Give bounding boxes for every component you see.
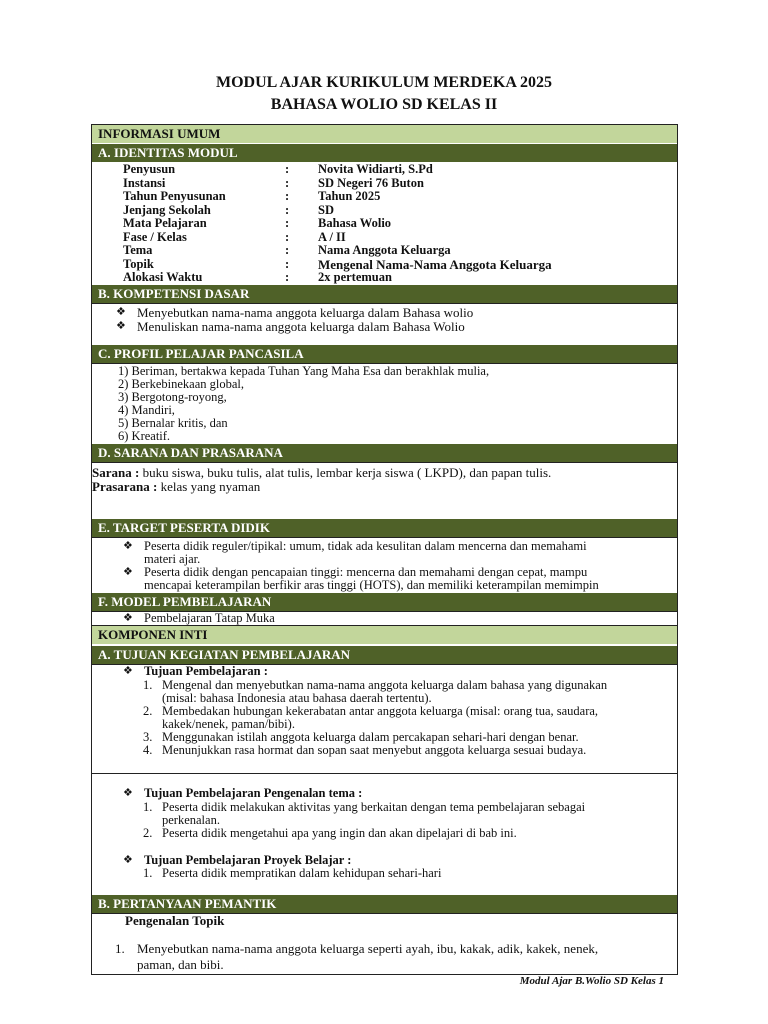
numbered-item-cont: perkenalan. <box>162 813 220 827</box>
numbered-item: Menggunakan istilah anggota keluarga dalam percakapan sehari-hari dengan benar. <box>162 730 579 744</box>
identitas-value: A / II <box>318 229 346 244</box>
section-tujuan-kegiatan: A. TUJUAN KEGIATAN PEMBELAJARAN <box>92 646 677 664</box>
sarana-text: buku siswa, buku tulis, alat tulis, lembar kerja siswa ( LKPD), dan papan tulis. <box>139 465 552 480</box>
profil-item: 3) Bergotong-royong, <box>118 390 227 404</box>
section-profil-pelajar: C. PROFIL PELAJAR PANCASILA <box>92 345 677 363</box>
prasarana-text: kelas yang nyaman <box>157 479 261 494</box>
numbered-item-number: 2. <box>143 826 153 840</box>
identitas-value: 2x pertemuan <box>318 270 392 284</box>
proyek-subheading: Tujuan Pembelajaran Proyek Belajar : <box>144 853 352 867</box>
diamond-bullet-icon: ❖ <box>123 612 133 624</box>
profil-item: 5) Bernalar kritis, dan <box>118 416 228 430</box>
section-target-peserta: E. TARGET PESERTA DIDIK <box>92 519 677 537</box>
section-sarana-prasarana: D. SARANA DAN PRASARANA <box>92 444 677 462</box>
sarana-label: Sarana : <box>92 465 140 480</box>
sarana-line <box>92 466 551 479</box>
kompetensi-item: Menuliskan nama-nama anggota keluarga dalam Bahasa Wolio <box>137 319 465 334</box>
section-pertanyaan-pemantik: B. PERTANYAAN PEMANTIK <box>92 895 677 913</box>
identitas-value: Novita Widiarti, S.Pd <box>318 162 433 176</box>
identitas-value: Tahun 2025 <box>318 189 381 203</box>
identitas-colon: : <box>285 202 290 217</box>
identitas-value: Nama Anggota Keluarga <box>318 243 451 257</box>
identitas-colon: : <box>285 216 290 230</box>
diamond-bullet-icon: ❖ <box>123 787 133 799</box>
numbered-item: Peserta didik mempratikan dalam kehidupan sehari-hari <box>162 866 442 880</box>
kompetensi-item: Menyebutkan nama-nama anggota keluarga dalam Bahasa wolio <box>137 305 474 320</box>
divider <box>92 537 677 538</box>
diamond-bullet-icon: ❖ <box>123 665 133 677</box>
pemantik-item: Menyebutkan nama-nama anggota keluarga seperti ayah, ibu, kakak, adik, kakek, nenek, <box>137 941 599 956</box>
target-item-cont: mencapai keterampilan berfikir aras tinggi (HOTS), dan memiliki keterampilan memimpin <box>144 578 599 592</box>
prasarana-line <box>92 480 260 493</box>
divider <box>92 303 677 304</box>
profil-item: 2) Berkebinekaan global, <box>118 377 244 391</box>
identitas-value: Bahasa Wolio <box>318 216 392 230</box>
identitas-colon: : <box>285 189 290 203</box>
numbered-item: Menunjukkan rasa hormat dan sopan saat menyebut anggota keluarga sesuai budaya. <box>162 743 587 757</box>
prasarana-label: Prasarana : <box>92 479 158 494</box>
identitas-label: Instansi <box>123 175 166 190</box>
numbered-item: Mengenal dan menyebutkan nama-nama anggota keluarga dalam bahasa yang digunakan <box>162 678 608 692</box>
identitas-label: Fase / Kelas <box>123 229 187 244</box>
section-informasi-umum: INFORMASI UMUM <box>92 125 677 143</box>
document-title: MODUL AJAR KURIKULUM MERDEKA 2025 <box>215 74 552 91</box>
document-subtitle: BAHASA WOLIO SD KELAS II <box>270 96 498 113</box>
divider <box>92 462 677 463</box>
target-item: Peserta didik reguler/tipikal: umum, tidak ada kesulitan dalam mencerna dan memahami <box>144 539 587 553</box>
profil-item: 4) Mandiri, <box>118 403 175 417</box>
diamond-bullet-icon: ❖ <box>116 320 126 332</box>
identitas-value: SD <box>318 202 334 217</box>
identitas-colon: : <box>285 270 290 284</box>
section-identitas-modul: A. IDENTITAS MODUL <box>92 144 677 162</box>
numbered-item-cont: (misal: bahasa Indonesia atau bahasa daerah tertentu). <box>162 691 432 705</box>
profil-item: 6) Kreatif. <box>118 429 171 443</box>
identitas-label: Jenjang Sekolah <box>123 202 211 217</box>
identitas-colon: : <box>285 229 290 244</box>
identitas-label: Alokasi Waktu <box>123 270 203 284</box>
numbered-item-number: 1. <box>143 866 153 880</box>
identitas-value: SD Negeri 76 Buton <box>318 175 424 190</box>
section-komponen-inti: KOMPONEN INTI <box>92 626 677 644</box>
numbered-item-cont: kakek/nenek, paman/bibi). <box>162 717 295 731</box>
pemantik-item-cont: paman, dan bibi. <box>137 957 224 972</box>
profil-item: 1) Beriman, bertakwa kepada Tuhan Yang Maha Esa dan berakhlak mulia, <box>118 364 490 378</box>
identitas-colon: : <box>285 243 290 257</box>
numbered-item-number: 2. <box>143 704 153 718</box>
section-model-pembelajaran: F. MODEL PEMBELAJARAN <box>92 593 677 611</box>
diamond-bullet-icon: ❖ <box>123 566 133 578</box>
numbered-item: Membedakan hubungan kekerabatan antar anggota keluarga (misal: orang tua, saudara, <box>162 704 599 718</box>
numbered-item: Peserta didik mengetahui apa yang ingin dan akan dipelajari di bab ini. <box>162 826 517 840</box>
model-item: Pembelajaran Tatap Muka <box>144 611 275 625</box>
pemantik-item-number: 1. <box>115 941 125 956</box>
section-kompetensi-dasar: B. KOMPETENSI DASAR <box>92 285 677 303</box>
diamond-bullet-icon: ❖ <box>123 854 133 866</box>
identitas-label: Penyusun <box>123 162 176 176</box>
numbered-item-number: 1. <box>143 678 153 692</box>
identitas-label: Topik <box>123 256 154 271</box>
target-item: Peserta didik dengan pencapaian tinggi: mencerna dan memahami dengan cepat, mampu <box>144 565 588 579</box>
identitas-label: Tahun Penyusunan <box>123 189 226 203</box>
identitas-label: Tema <box>123 243 153 257</box>
identitas-colon: : <box>285 175 290 190</box>
identitas-value: Mengenal Nama-Nama Anggota Keluarga <box>318 256 552 272</box>
tujuan-subheading: Tujuan Pembelajaran : <box>144 664 268 678</box>
numbered-item: Peserta didik melakukan aktivitas yang berkaitan dengan tema pembelajaran sebagai <box>162 800 586 814</box>
diamond-bullet-icon: ❖ <box>116 306 126 318</box>
pengenalan-subheading: Tujuan Pembelajaran Pengenalan tema : <box>144 786 363 800</box>
numbered-item-number: 4. <box>143 743 153 757</box>
pemantik-subheading: Pengenalan Topik <box>125 913 225 928</box>
numbered-item-number: 1. <box>143 800 153 814</box>
target-item-cont: materi ajar. <box>144 552 201 566</box>
diamond-bullet-icon: ❖ <box>123 540 133 552</box>
page-footer: Modul Ajar B.Wolio SD Kelas 1 <box>519 975 664 987</box>
identitas-label: Mata Pelajaran <box>123 216 207 230</box>
numbered-item-number: 3. <box>143 730 153 744</box>
divider <box>92 773 677 774</box>
identitas-colon: : <box>285 256 290 271</box>
identitas-colon: : <box>285 162 290 176</box>
